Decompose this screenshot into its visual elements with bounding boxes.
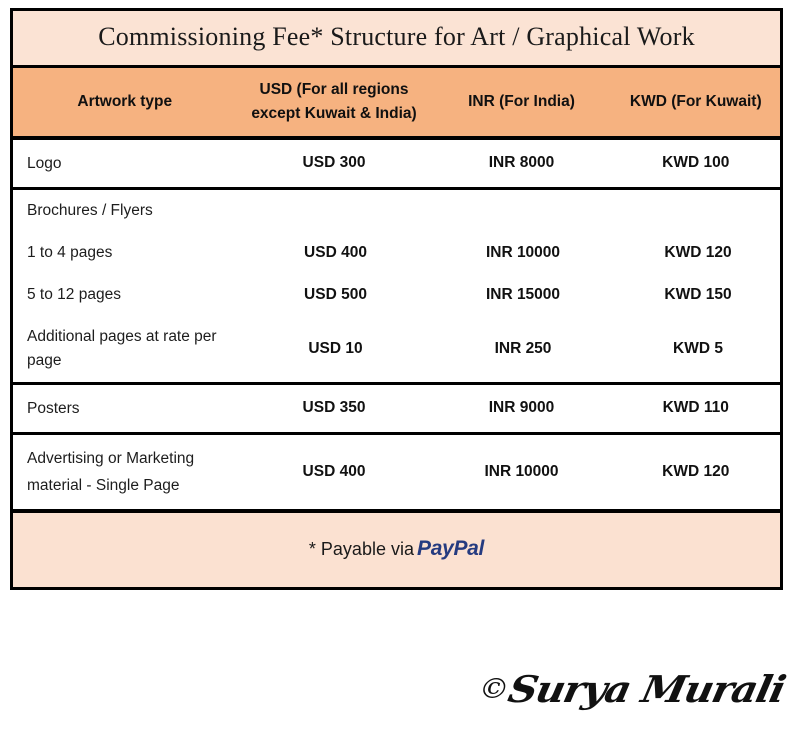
brochures-heading: Brochures / Flyers <box>27 201 153 219</box>
row-label-advertising: Advertising or Marketing material - Single Page <box>12 433 237 511</box>
page-title: Commissioning Fee* Structure for Art / Graphical Work <box>12 10 782 67</box>
row-value-logo-inr: INR 8000 <box>488 154 555 172</box>
column-header-inr: INR (For India) <box>432 66 612 138</box>
table-row <box>12 433 782 511</box>
row-value-pages-5-12-inr: INR 15000 <box>485 285 561 303</box>
brochures-heading-usd-blank <box>238 190 433 232</box>
brochures-heading-kwd-blank <box>613 190 783 232</box>
brochures-inner-table <box>13 190 783 382</box>
table-footer-row <box>12 511 782 589</box>
signature-watermark <box>475 668 789 711</box>
payment-note-text: * Payable via <box>308 539 414 560</box>
row-value-posters-usd: USD 350 <box>237 383 432 433</box>
row-value-logo-usd: USD 300 <box>302 154 366 172</box>
row-value-pages-5-12-kwd: KWD 150 <box>664 285 732 303</box>
table-header-row <box>12 66 782 138</box>
column-header-usd: USD (For all regions except Kuwait & India) <box>237 66 432 138</box>
row-label-pages-5-12: 5 to 12 pages <box>27 285 121 303</box>
row-value-pages-1-4-usd: USD 400 <box>304 243 367 261</box>
table-title-row <box>12 10 782 67</box>
row-value-advertising-kwd: KWD 120 <box>612 433 782 511</box>
list-item <box>13 232 783 274</box>
signature-name: Surya Murali <box>504 667 789 712</box>
table-row <box>12 138 782 189</box>
column-header-kwd: KWD (For Kuwait) <box>612 66 782 138</box>
list-item <box>13 274 783 316</box>
copyright-icon: © <box>475 673 513 706</box>
table-row-group-brochures <box>12 188 782 383</box>
row-label-posters: Posters <box>12 383 237 433</box>
row-value-additional-pages-usd: USD 10 <box>308 339 363 357</box>
table-row <box>12 383 782 433</box>
row-value-additional-pages-kwd: KWD 5 <box>673 339 723 357</box>
row-label-logo: Logo <box>27 154 62 172</box>
row-label-additional-pages: Additional pages at rate per page <box>27 327 217 369</box>
fee-structure-table <box>10 8 783 590</box>
row-value-posters-inr: INR 9000 <box>432 383 612 433</box>
row-value-additional-pages-inr: INR 250 <box>494 339 552 357</box>
brochures-group <box>12 188 782 383</box>
row-label-pages-1-4: 1 to 4 pages <box>27 243 113 261</box>
row-value-pages-5-12-usd: USD 500 <box>304 285 367 303</box>
row-value-pages-1-4-inr: INR 10000 <box>485 243 561 261</box>
row-value-pages-1-4-kwd: KWD 120 <box>664 243 732 261</box>
brochures-heading-row <box>13 190 783 232</box>
row-value-advertising-usd: USD 400 <box>237 433 432 511</box>
paypal-logo-text: PayPal <box>416 537 485 561</box>
column-header-artwork-type: Artwork type <box>12 66 237 138</box>
list-item <box>13 316 783 382</box>
fee-structure-container <box>10 8 780 590</box>
payment-note <box>12 511 782 589</box>
row-value-logo-kwd: KWD 100 <box>662 154 730 172</box>
row-value-advertising-inr: INR 10000 <box>432 433 612 511</box>
brochures-heading-inr-blank <box>433 190 613 232</box>
row-value-posters-kwd: KWD 110 <box>612 383 782 433</box>
